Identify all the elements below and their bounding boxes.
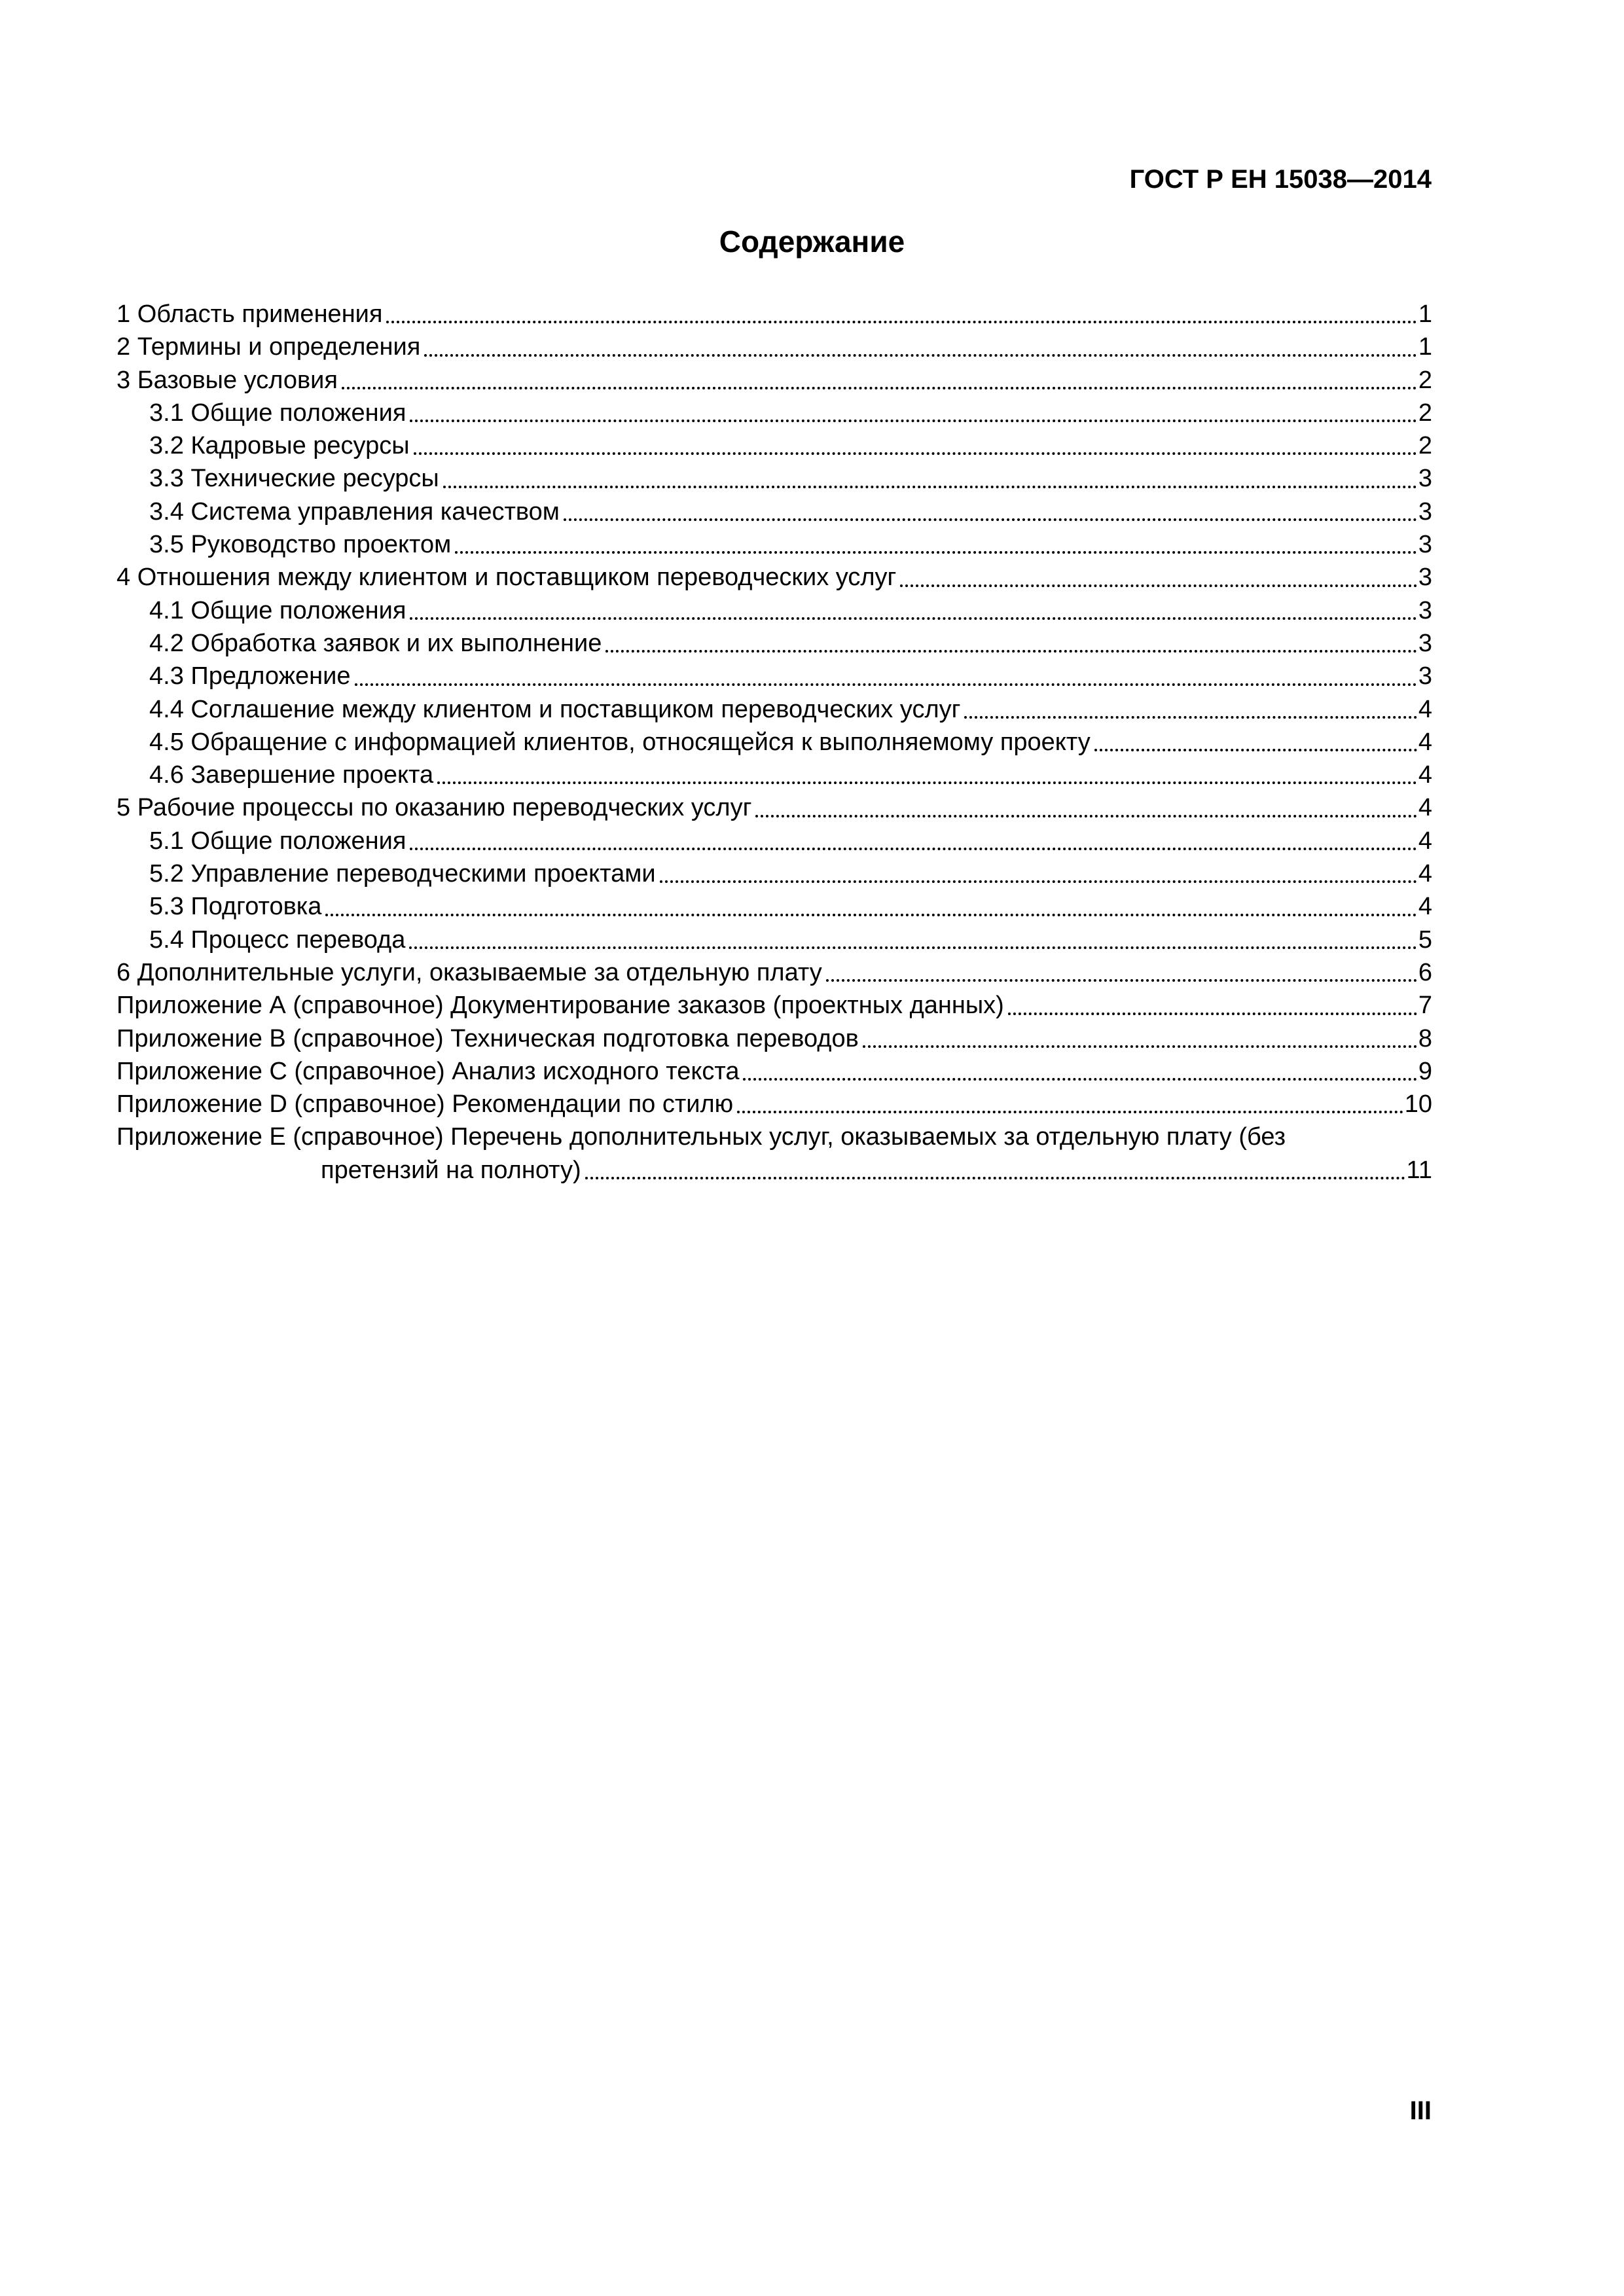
toc-entry-text: 4 Отношения между клиентом и поставщиком переводческих услуг <box>117 564 897 592</box>
toc-leader-dots <box>755 791 1416 824</box>
toc-entry-text: 3.2 Кадровые ресурсы <box>149 432 410 460</box>
toc-entry[interactable] <box>117 331 1432 363</box>
toc-entry-text: 4.2 Обработка заявок и их выполнение <box>149 629 602 657</box>
toc-entry-page: 3 <box>1418 629 1432 657</box>
toc-entry[interactable] <box>117 561 1432 594</box>
toc-entry-page: 7 <box>1418 992 1432 1020</box>
toc-entry-text-line1: Приложение Е (справочное) Перечень дополнительных услуг, оказываемых за отдельную плату (без <box>117 1123 1286 1151</box>
toc-entry[interactable] <box>117 1055 1432 1088</box>
toc-entry-page: 4 <box>1418 794 1432 822</box>
toc-entry-text: 5 Рабочие процессы по оказанию переводческих услуг <box>117 794 752 822</box>
toc-entry-text: 5.4 Процесс перевода <box>149 925 406 954</box>
toc-leader-dots <box>424 331 1417 363</box>
toc-entry-page: 2 <box>1418 399 1432 427</box>
toc-entry[interactable] <box>117 364 1432 397</box>
toc-entry-page: 1 <box>1418 300 1432 328</box>
toc-leader-dots <box>409 924 1417 956</box>
toc-leader-dots <box>900 561 1416 594</box>
toc-entry-text: 3.1 Общие положения <box>149 399 406 427</box>
toc-entry-page: 11 <box>1406 1156 1432 1184</box>
toc-entry[interactable] <box>117 627 1432 660</box>
toc-entry[interactable] <box>117 825 1432 857</box>
toc-leader-dots <box>410 594 1416 627</box>
toc-entry[interactable] <box>117 956 1432 989</box>
toc-entry[interactable] <box>117 924 1432 956</box>
toc-entry-page: 3 <box>1418 531 1432 559</box>
toc-entry[interactable] <box>117 791 1432 824</box>
toc-leader-dots <box>660 857 1417 890</box>
toc-entry-page: 5 <box>1418 925 1432 954</box>
toc-entry[interactable] <box>117 660 1432 692</box>
toc-entry[interactable] <box>117 726 1432 759</box>
toc-entries <box>117 298 1432 1121</box>
toc-leader-dots <box>1008 989 1417 1022</box>
toc-entry-page: 4 <box>1418 827 1432 855</box>
toc-entry-text: 6 Дополнительные услуги, оказываемые за отдельную плату <box>117 958 822 986</box>
toc-leader-dots <box>443 462 1417 495</box>
toc-entry-text: Приложение С (справочное) Анализ исходного текста <box>117 1057 740 1085</box>
toc-leader-dots <box>605 627 1416 660</box>
toc-entry[interactable] <box>117 857 1432 890</box>
toc-entry-text: Приложение В (справочное) Техническая подготовка переводов <box>117 1024 859 1052</box>
toc-entry-page: 3 <box>1418 564 1432 592</box>
toc-entry-page: 3 <box>1418 465 1432 493</box>
toc-entry-text: 4.5 Обращение с информацией клиентов, относящейся к выполняемому проекту <box>149 728 1091 756</box>
toc-entry-text: 4.4 Соглашение между клиентом и поставщиком переводческих услуг <box>149 695 961 723</box>
toc-entry[interactable] <box>117 693 1432 726</box>
table-of-contents <box>117 298 1432 1187</box>
toc-entry-text: 3.5 Руководство проектом <box>149 531 452 559</box>
toc-entry-page: 4 <box>1418 728 1432 756</box>
toc-leader-dots <box>410 397 1416 429</box>
toc-title: Содержание <box>719 224 905 259</box>
toc-entry-page: 8 <box>1418 1024 1432 1052</box>
toc-leader-dots <box>414 429 1417 462</box>
toc-entry-page: 3 <box>1418 497 1432 526</box>
toc-entry-text: 3.3 Технические ресурсы <box>149 465 439 493</box>
toc-entry-text: Приложение А (справочное) Документирование заказов (проектных данных) <box>117 992 1004 1020</box>
toc-entry[interactable] <box>117 528 1432 561</box>
toc-entry-text: 3 Базовые условия <box>117 366 338 394</box>
toc-entry-continuation <box>117 1154 1432 1187</box>
toc-entry[interactable] <box>117 298 1432 331</box>
toc-entry-page: 10 <box>1404 1090 1432 1119</box>
toc-entry-text: 5.3 Подготовка <box>149 893 322 921</box>
toc-leader-dots <box>342 364 1417 397</box>
page-number: III <box>1409 2096 1432 2125</box>
toc-entry-page: 3 <box>1418 662 1432 691</box>
toc-leader-dots <box>455 528 1417 561</box>
toc-entry-appendix-e[interactable] <box>117 1121 1432 1187</box>
toc-entry-page: 4 <box>1418 695 1432 723</box>
toc-entry[interactable] <box>117 989 1432 1022</box>
toc-leader-dots <box>437 759 1417 791</box>
toc-entry-page: 6 <box>1418 958 1432 986</box>
toc-leader-dots <box>564 495 1417 528</box>
toc-leader-dots <box>737 1088 1403 1121</box>
toc-entry-text: 4.6 Завершение проекта <box>149 761 434 789</box>
toc-entry[interactable] <box>117 594 1432 627</box>
toc-entry-text: 5.1 Общие положения <box>149 827 406 855</box>
toc-entry-text: 5.2 Управление переводческими проектами <box>149 860 656 888</box>
toc-leader-dots <box>355 660 1417 692</box>
toc-leader-dots <box>410 825 1416 857</box>
toc-leader-dots <box>826 956 1417 989</box>
toc-entry-page: 9 <box>1418 1057 1432 1085</box>
toc-entry[interactable] <box>117 1022 1432 1055</box>
toc-leader-dots <box>1094 726 1417 759</box>
toc-leader-dots <box>863 1022 1417 1055</box>
toc-entry-page: 3 <box>1418 596 1432 624</box>
toc-entry[interactable] <box>117 759 1432 791</box>
toc-entry-text: 4.3 Предложение <box>149 662 351 691</box>
toc-entry-page: 4 <box>1418 761 1432 789</box>
toc-entry[interactable] <box>117 495 1432 528</box>
toc-entry-page: 2 <box>1418 432 1432 460</box>
toc-entry[interactable] <box>117 462 1432 495</box>
toc-entry-text: Приложение D (справочное) Рекомендации по стилю <box>117 1090 734 1119</box>
toc-entry[interactable] <box>117 397 1432 429</box>
toc-entry-page: 2 <box>1418 366 1432 394</box>
toc-entry-page: 1 <box>1418 333 1432 361</box>
toc-entry[interactable] <box>117 429 1432 462</box>
toc-entry-text-line2: претензий на полноту) <box>321 1156 581 1184</box>
toc-entry-text: 1 Область применения <box>117 300 383 328</box>
toc-leader-dots <box>585 1154 1405 1187</box>
toc-entry-page: 4 <box>1418 893 1432 921</box>
toc-entry[interactable] <box>117 1088 1432 1121</box>
toc-entry-text: 4.1 Общие положения <box>149 596 406 624</box>
toc-leader-dots <box>386 298 1416 331</box>
toc-entry[interactable] <box>117 890 1432 923</box>
toc-leader-dots <box>325 890 1416 923</box>
toc-entry-text: 2 Термины и определения <box>117 333 421 361</box>
toc-entry-text: 3.4 Система управления качеством <box>149 497 560 526</box>
toc-entry-page: 4 <box>1418 860 1432 888</box>
toc-leader-dots <box>743 1055 1416 1088</box>
toc-leader-dots <box>964 693 1416 726</box>
document-id: ГОСТ Р ЕН 15038—2014 <box>1129 165 1432 194</box>
